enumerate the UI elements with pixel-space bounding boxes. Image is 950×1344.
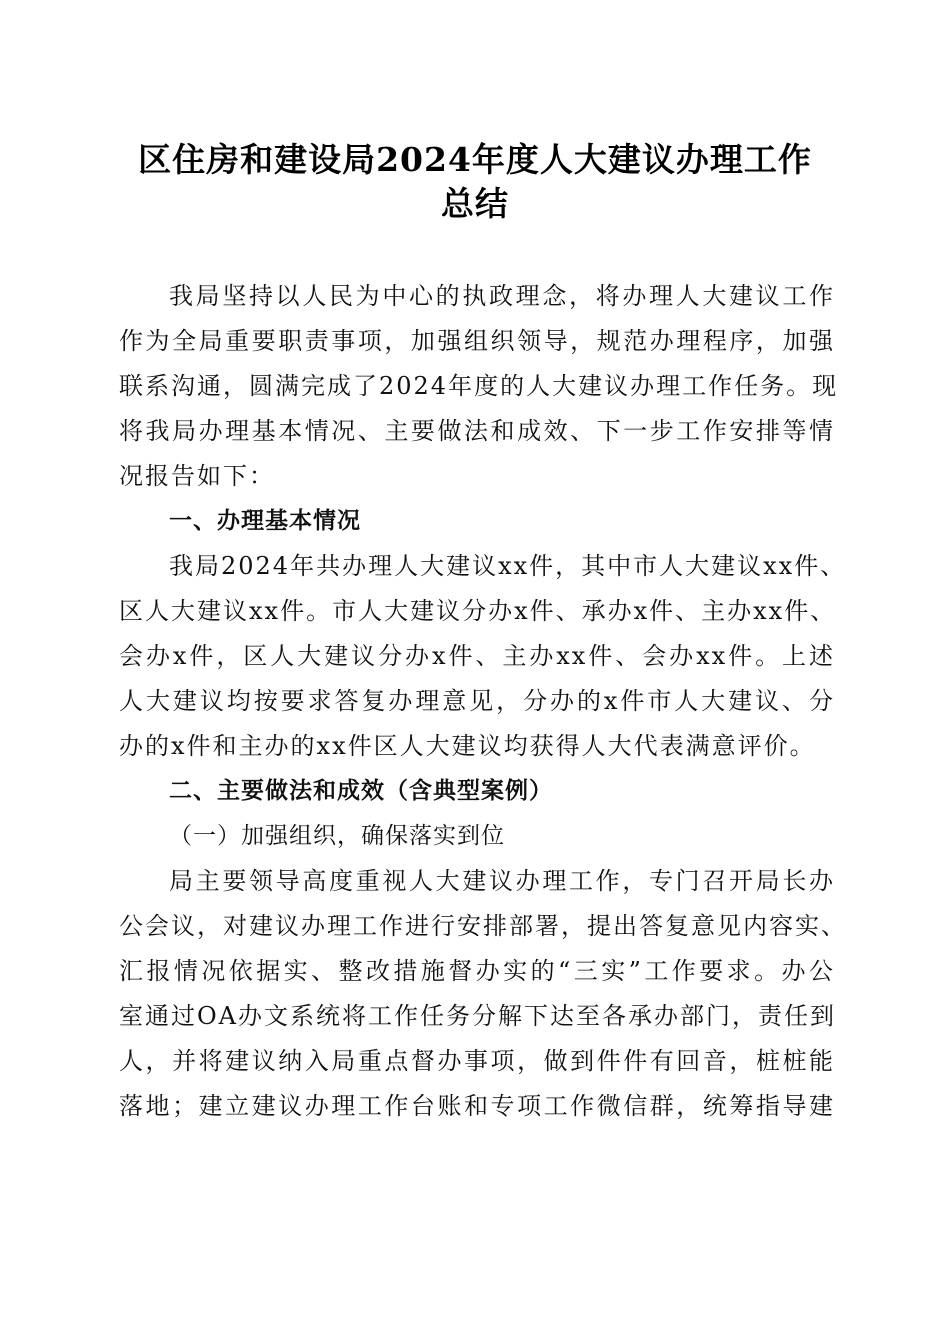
section-1-line: 我局2024年共办理人大建议xx件，其中市人大建议xx件、 [169, 552, 847, 580]
intro-line: 我局坚持以人民为中心的执政理念，将办理人大建议工作 [169, 282, 835, 310]
section-1-line: 办的x件和主办的xx件区人大建议均获得人大代表满意评价。 [119, 732, 816, 760]
intro-line: 况报告如下： [119, 462, 275, 490]
subsection-1-heading: （一）加强组织，确保落实到位 [169, 823, 505, 849]
subsection-1-line: 落地；建立建议办理工作台账和专项工作微信群，统筹指导建 [119, 1092, 835, 1120]
section-1-line: 区人大建议xx件。市人大建议分办x件、承办x件、主办xx件、 [119, 597, 837, 625]
section-1-heading: 一、办理基本情况 [169, 508, 361, 534]
section-1-line: 人大建议均按要求答复办理意见，分办的x件市人大建议、分 [119, 687, 835, 715]
subsection-1-line: 人，并将建议纳入局重点督办事项，做到件件有回音，桩桩能 [119, 1047, 835, 1075]
subsection-1-line: 局主要领导高度重视人大建议办理工作，专门召开局长办 [169, 867, 835, 895]
document-body [119, 274, 847, 1129]
intro-line: 联系沟通，圆满完成了2024年度的人大建议办理工作任务。现 [119, 372, 839, 400]
subsection-1-line: 公会议，对建议办理工作进行安排部署，提出答复意见内容实、 [119, 912, 847, 940]
intro-line: 将我局办理基本情况、主要做法和成效、下一步工作安排等情 [119, 417, 835, 445]
document-title-line-1: 区住房和建设局2024年度人大建议办理工作 [138, 140, 812, 179]
section-2-heading: 二、主要做法和成效（含典型案例） [169, 778, 553, 804]
intro-line: 作为全局重要职责事项，加强组织领导，规范办理程序，加强 [119, 327, 835, 355]
subsection-1-line: 室通过OA办文系统将工作任务分解下达至各承办部门，责任到 [119, 1002, 837, 1030]
subsection-1-line: 汇报情况依据实、整改措施督办实的“三实”工作要求。办公 [119, 957, 835, 985]
document-title-line-2: 总结 [441, 184, 509, 223]
section-1-line: 会办x件，区人大建议分办x件、主办xx件、会办xx件。上述 [119, 642, 835, 670]
